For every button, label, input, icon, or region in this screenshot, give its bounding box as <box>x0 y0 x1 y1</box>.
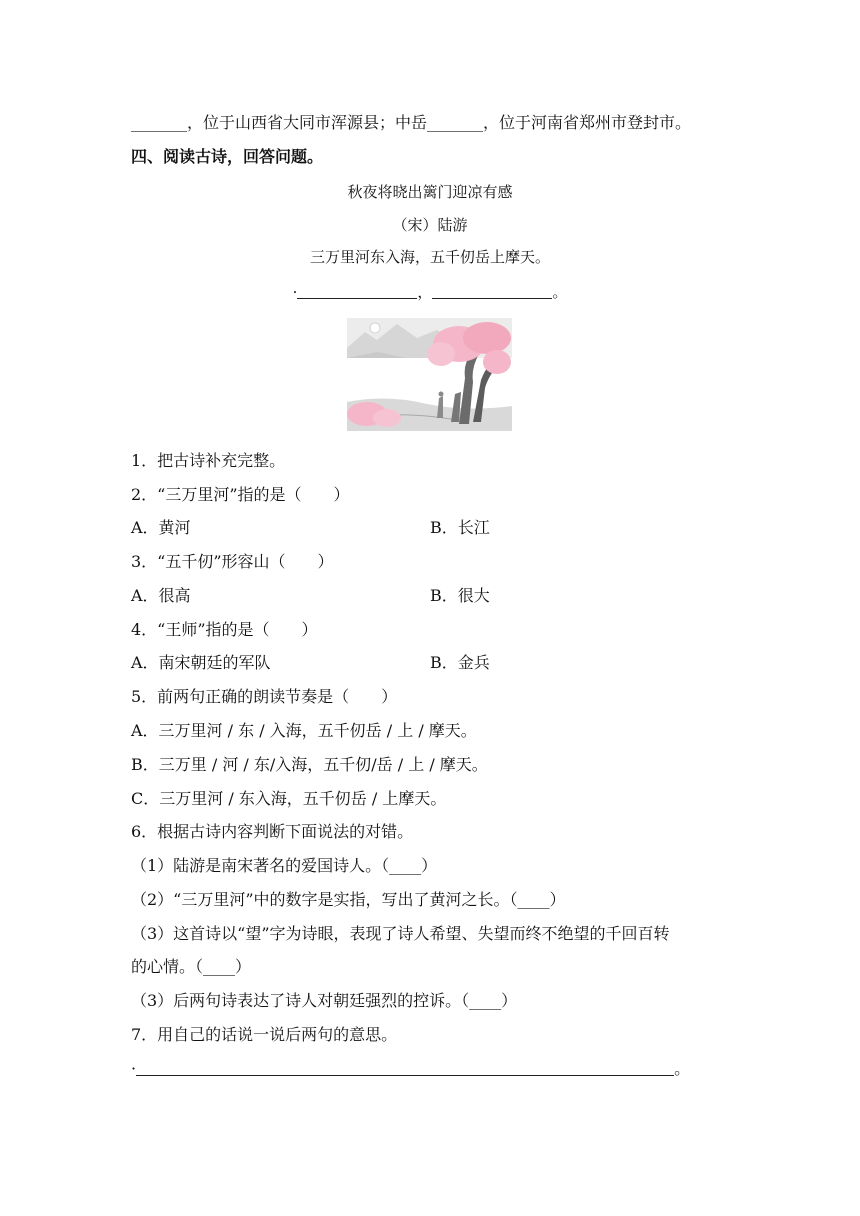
question-3-close: ） <box>317 552 334 571</box>
top-fill-line <box>131 112 691 134</box>
q7-prefix-dot: · <box>131 1059 137 1078</box>
question-4-text: 4．“王师”指的是（ <box>131 620 270 639</box>
section-title: 四、阅读古诗，回答问题。 <box>131 147 324 166</box>
question-2 <box>131 484 350 506</box>
question-7: 7．用自己的话说一说后两句的意思。 <box>131 1025 398 1044</box>
poem-illustration <box>347 318 512 431</box>
top-line-text-2: ，位于河南省郑州市登封市。 <box>483 113 692 132</box>
q3-option-a[interactable]: A．很高 <box>131 586 191 605</box>
top-line-text-1: ，位于山西省大同市浑源县；中岳 <box>187 113 428 132</box>
question-2-text: 2．“三万里河”指的是（ <box>131 485 302 504</box>
q5-option-a[interactable]: A．三万里河 / 东 / 入海，五千仞岳 / 上 / 摩天。 <box>131 721 477 740</box>
poem-blank-line <box>0 281 860 303</box>
q5-option-c[interactable]: C．三万里河 / 东入海，五千仞岳 / 上摩天。 <box>131 789 447 808</box>
poem-comma: ， <box>417 283 433 301</box>
poem-title: 秋夜将晓出篱门迎凉有感 <box>347 183 513 201</box>
q7-period: 。 <box>674 1059 691 1078</box>
blank-north-mountain[interactable]: _______ <box>131 113 187 132</box>
poem-period: 。 <box>552 283 568 301</box>
blank-central-mountain[interactable]: _______ <box>427 113 484 132</box>
question-4-close: ） <box>301 620 318 639</box>
question-4 <box>131 619 318 641</box>
q2-option-a[interactable]: A．黄河 <box>131 518 191 537</box>
q7-answer-line <box>131 1058 690 1080</box>
poem-blank-2[interactable] <box>432 282 552 299</box>
blank-prefix-dot: · <box>292 283 298 301</box>
poem-line-1: 三万里河东入海，五千仞岳上摩天。 <box>309 248 550 266</box>
q6-statement-2[interactable]: （2）“三万里河”中的数字是实指，写出了黄河之长。（____） <box>131 890 566 909</box>
q6-statement-1[interactable]: （1）陆游是南宋著名的爱国诗人。（____） <box>131 856 438 875</box>
question-1: 1．把古诗补充完整。 <box>131 451 286 470</box>
question-5 <box>131 686 397 708</box>
q5-option-b[interactable]: B．三万里 / 河 / 东/入海，五千仞/岳 / 上 / 摩天。 <box>131 755 488 774</box>
poem-blank-1[interactable] <box>297 282 417 299</box>
q2-option-b[interactable]: B．长江 <box>430 518 490 537</box>
question-2-close: ） <box>333 485 350 504</box>
q4-option-a[interactable]: A．南宋朝廷的军队 <box>131 653 271 672</box>
q6-statement-3[interactable]: （3）这首诗以“望”字为诗眼，表现了诗人希望、失望而终不绝望的千回百转 <box>131 924 670 943</box>
q4-option-b[interactable]: B．金兵 <box>430 653 490 672</box>
question-6: 6．根据古诗内容判断下面说法的对错。 <box>131 822 414 841</box>
q3-option-b[interactable]: B．很大 <box>430 586 490 605</box>
question-3-text: 3．“五千仞”形容山（ <box>131 552 286 571</box>
q6-statement-3-cont[interactable]: 的心情。（____） <box>131 957 252 976</box>
poem-author: （宋）陆游 <box>392 216 468 234</box>
question-5-text: 5．前两句正确的朗读节奏是（ <box>131 687 350 706</box>
q6-statement-4[interactable]: （3）后两句诗表达了诗人对朝廷强烈的控诉。（____） <box>131 991 518 1010</box>
question-3 <box>131 551 334 573</box>
question-5-close: ） <box>381 687 398 706</box>
q7-answer-blank[interactable] <box>136 1059 674 1076</box>
